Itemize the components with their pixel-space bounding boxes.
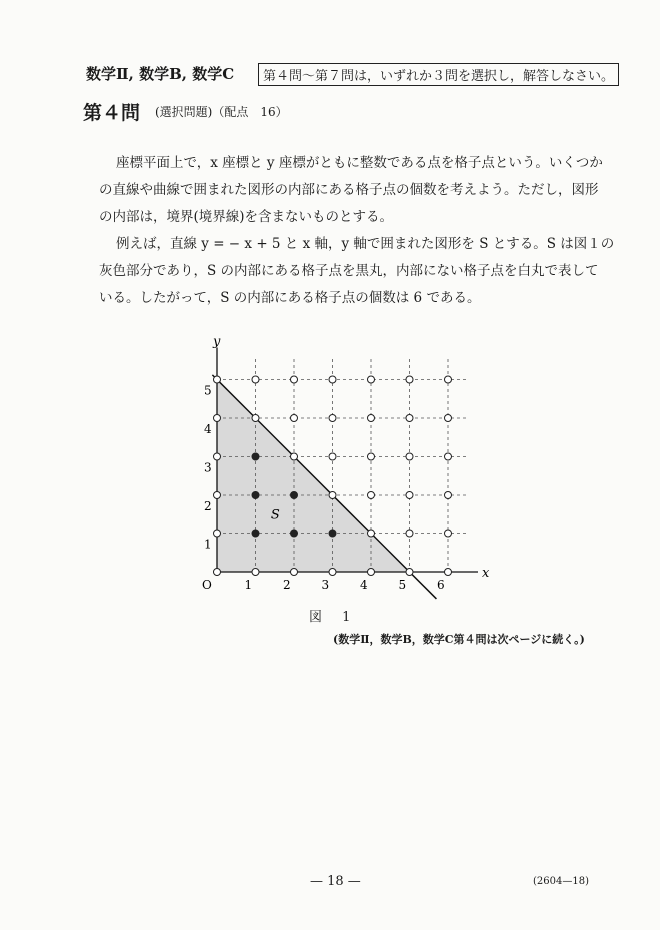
- x-axis-label: x: [482, 566, 490, 581]
- y-tick-label: 5: [204, 383, 212, 398]
- lattice-point-open: [291, 453, 298, 460]
- lattice-point-open: [406, 376, 413, 383]
- lattice-point-open: [214, 376, 221, 383]
- lattice-point-open: [329, 376, 336, 383]
- question-note: (選択問題)（配点 16）: [155, 105, 288, 119]
- region-s-label: S: [270, 507, 280, 523]
- header-subject: 数学Ⅱ, 数学B, 数学C: [86, 65, 235, 83]
- lattice-point-open: [291, 569, 298, 576]
- lattice-point-open: [445, 453, 452, 460]
- x-tick-label: 4: [360, 578, 368, 592]
- lattice-point-open: [368, 492, 375, 499]
- lattice-point-open: [214, 415, 221, 422]
- y-tick-label: 1: [204, 537, 212, 552]
- lattice-point-open: [368, 453, 375, 460]
- lattice-point-open: [329, 415, 336, 422]
- paragraph-line: 灰色部分であり，S の内部にある格子点を黒丸，内部にない格子点を白丸で表して: [99, 263, 599, 279]
- lattice-point-open: [368, 376, 375, 383]
- figure-caption: 図 1: [309, 610, 359, 625]
- lattice-point-open: [445, 492, 452, 499]
- lattice-point-open: [445, 530, 452, 537]
- lattice-point-filled: [252, 530, 259, 537]
- y-tick-label: 2: [204, 499, 212, 513]
- lattice-point-open: [406, 569, 413, 576]
- paragraph-line: いる。したがって，S の内部にある格子点の個数は 6 である。: [99, 290, 481, 306]
- lattice-point-open: [329, 453, 336, 460]
- figure-lattice-diagram: [180, 330, 490, 602]
- continue-note: (数学Ⅱ，数学B，数学C第４問は次ページに続く。): [333, 633, 585, 646]
- lattice-point-open: [252, 376, 259, 383]
- x-tick-label: 5: [398, 578, 407, 592]
- paragraph-line: 座標平面上で，x 座標と y 座標がともに整数である点を格子点という。いくつか: [116, 155, 603, 171]
- lattice-point-filled: [329, 530, 336, 537]
- lattice-point-open: [406, 492, 413, 499]
- page-code: (2604—18): [533, 876, 589, 887]
- lattice-point-open: [445, 415, 452, 422]
- x-tick-label: 3: [321, 578, 330, 592]
- paragraph-line: の直線や曲線で囲まれた図形の内部にある格子点の個数を考えよう。ただし，図形: [99, 182, 599, 198]
- lattice-point-open: [252, 415, 259, 422]
- lattice-point-filled: [252, 492, 259, 499]
- x-tick-label: 1: [244, 578, 253, 592]
- y-axis-label: y: [213, 334, 221, 350]
- paragraph-line: の内部は，境界(境界線)を含まないものとする。: [99, 209, 394, 225]
- lattice-point-open: [291, 376, 298, 383]
- lattice-point-open: [445, 376, 452, 383]
- origin-label: O: [202, 578, 212, 592]
- paragraph-example: [99, 231, 615, 312]
- page-number: — 18 —: [310, 874, 361, 889]
- lattice-point-open: [214, 453, 221, 460]
- lattice-point-open: [329, 569, 336, 576]
- lattice-point-open: [368, 530, 375, 537]
- lattice-point-open: [252, 569, 259, 576]
- y-tick-label: 3: [204, 460, 212, 475]
- x-tick-label: 2: [283, 578, 291, 592]
- lattice-point-open: [406, 530, 413, 537]
- paragraph-definition: [99, 150, 603, 231]
- y-tick-label: 4: [204, 422, 212, 436]
- question-title: 第４問: [83, 102, 141, 124]
- header-instruction-box: 第４問〜第７問は，いずれか３問を選択し，解答しなさい。: [258, 63, 619, 86]
- lattice-point-filled: [252, 453, 259, 460]
- lattice-point-open: [445, 569, 452, 576]
- lattice-point-open: [291, 415, 298, 422]
- x-tick-label: 6: [437, 578, 445, 592]
- lattice-point-open: [368, 569, 375, 576]
- lattice-point-open: [406, 415, 413, 422]
- lattice-point-open: [214, 530, 221, 537]
- lattice-point-open: [368, 415, 375, 422]
- lattice-point-open: [214, 569, 221, 576]
- lattice-point-filled: [291, 530, 298, 537]
- lattice-point-open: [406, 453, 413, 460]
- lattice-point-filled: [291, 492, 298, 499]
- paragraph-line: 例えば，直線 y = − x + 5 と x 軸，y 軸で囲まれた図形を S とする。S は図１の: [116, 236, 615, 252]
- lattice-point-open: [329, 492, 336, 499]
- lattice-point-open: [214, 492, 221, 499]
